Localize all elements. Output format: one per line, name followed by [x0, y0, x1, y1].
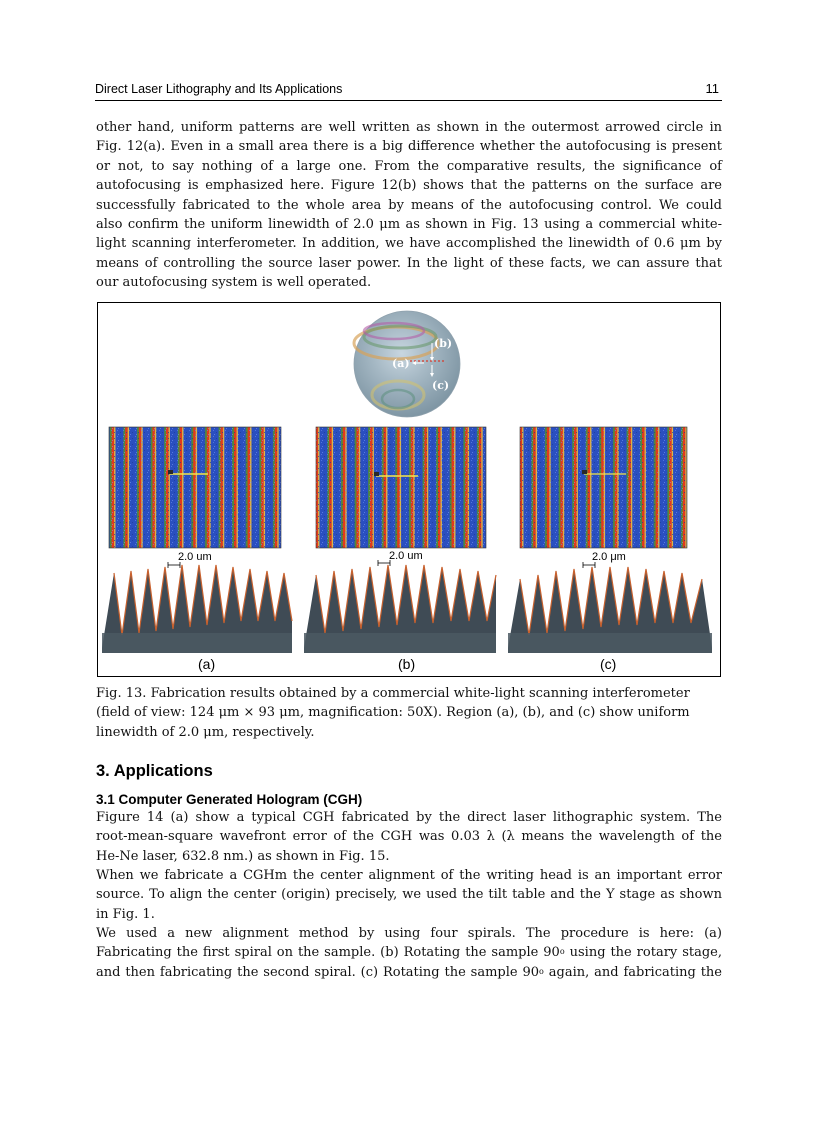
figure-graphic	[98, 303, 720, 676]
surface-plot-b	[304, 565, 496, 653]
text-run: again, and fabricating the	[543, 964, 723, 980]
stripe-panel-b	[316, 427, 486, 548]
running-head-title: Direct Laser Lithography and Its Applications	[95, 82, 343, 96]
text-line	[96, 963, 722, 982]
text-line: source. To align the center (origin) precisely, we used the tilt table and the Y stage as shown	[96, 887, 722, 903]
text-line: root-mean-square wavefront error of the CGH was 0.03 λ (λ means the wavelength of the	[96, 829, 722, 845]
paragraph-3	[96, 866, 722, 924]
degree-superscript: o	[539, 966, 544, 976]
paragraph-1	[96, 118, 722, 293]
panel-label-c: (c)	[600, 656, 617, 672]
text-line: in Fig. 1.	[96, 906, 155, 922]
scale-label-c: 2.0 μm	[592, 551, 626, 563]
caption-line: Fig. 13. Fabrication results obtained by a commercial white-light scanning interferometer	[96, 686, 690, 701]
paragraph-2	[96, 808, 722, 866]
text-line: means of controlling the source laser power. In the light of these facts, we can assure that	[96, 255, 722, 271]
text-line: successfully fabricated to the whole area by means of the autofocusing control. We could	[96, 197, 722, 213]
subsection-heading: 3.1 Computer Generated Hologram (CGH)	[96, 792, 363, 807]
wafer-label-c: (c)	[432, 379, 450, 392]
page-number: 11	[705, 81, 719, 96]
text-run: using the rotary stage,	[564, 945, 722, 961]
text-line: other hand, uniform patterns are well written as shown in the outermost arrowed circle in	[96, 120, 722, 135]
text-run: and then fabricating the second spiral. (c) Rotating the sample 90	[96, 964, 540, 980]
wafer-label-a: (a)	[392, 357, 410, 370]
text-line: or not, to say nothing of a large one. From the comparative results, the significance of	[96, 158, 722, 174]
section-heading: 3. Applications	[96, 762, 213, 780]
text-line	[96, 943, 722, 962]
panel-label-b: (b)	[398, 656, 416, 672]
text-line: Fig. 12(a). Even in a small area there is a big difference whether the autofocusing is present	[96, 139, 722, 155]
text-line: He-Ne laser, 632.8 nm.) as shown in Fig. 15.	[96, 848, 390, 864]
wafer-label-b: (b)	[434, 337, 453, 350]
stripe-panel-c	[520, 427, 687, 548]
text-run: Fabricating the first spiral on the sample. (b) Rotating the sample 90	[96, 945, 560, 961]
caption-line: (field of view: 124 μm × 93 μm, magnification: 50X). Region (a), (b), and (c) show uniform	[96, 705, 690, 721]
surface-plot-a	[102, 565, 292, 653]
surface-plot-c	[508, 567, 712, 653]
text-line: also confirm the uniform linewidth of 2.0 μm as shown in Fig. 13 using a commercial white-	[96, 216, 722, 232]
caption-line: linewidth of 2.0 μm, respectively.	[96, 724, 315, 740]
text-line: autofocusing is emphasized here. Figure 12(b) shows that the patterns on the surface are	[96, 178, 722, 194]
text-line: Figure 14 (a) show a typical CGH fabricated by the direct laser lithographic system. The	[96, 810, 722, 825]
paragraph-4	[96, 924, 722, 982]
stripe-panel-a	[109, 427, 281, 548]
wafer-image	[354, 311, 460, 417]
degree-superscript: o	[559, 947, 565, 957]
text-line: When we fabricate a CGHm the center alignment of the writing head is an important error	[96, 868, 722, 883]
scale-label-a: 2.0 um	[178, 551, 212, 563]
figure-13	[97, 302, 721, 677]
text-line: light scanning interferometer. In addition, we have accomplished the linewidth of 0.6 μm by	[96, 236, 722, 252]
panel-label-a: (a)	[198, 656, 216, 672]
text-line: We used a new alignment method by using four spirals. The procedure is here: (a)	[96, 926, 722, 941]
scale-label-b: 2.0 um	[389, 550, 423, 562]
figure-caption	[96, 684, 722, 742]
running-head	[95, 80, 722, 101]
text-line: our autofocusing system is well operated.	[96, 275, 372, 291]
